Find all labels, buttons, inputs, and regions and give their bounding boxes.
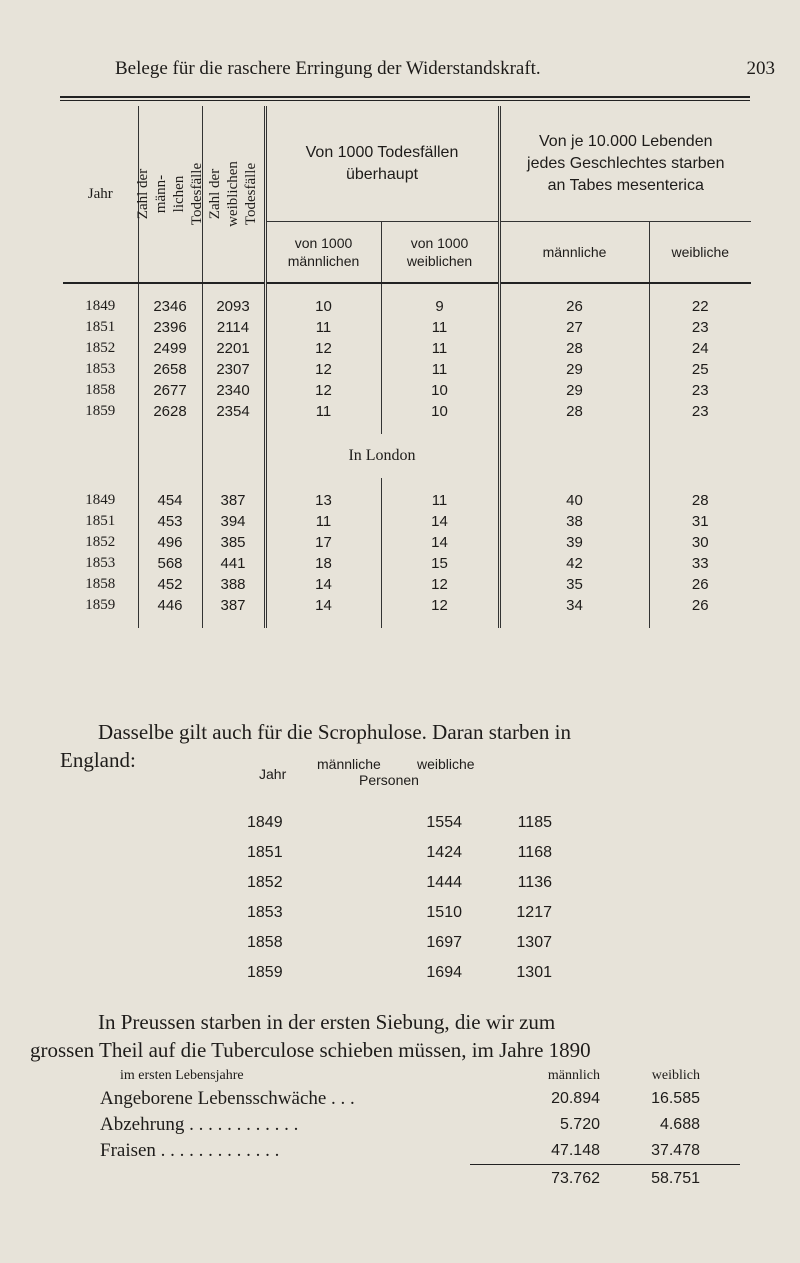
prussia-table [100, 1066, 740, 1193]
scrofula-female: 1136 [517, 874, 552, 891]
female-deaths-cell: 387 [202, 490, 265, 511]
per10000-male-cell: 35 [499, 574, 649, 595]
header-per10000-group: Von je 10.000 Lebenden jedes Geschlechtes starben an Tabes mesenterica [499, 106, 751, 222]
london-row [63, 553, 751, 574]
header-per1000-group: Von 1000 Todesfällen überhaupt [265, 106, 499, 222]
prussia-header-female: weiblich [651, 1068, 700, 1083]
header-male-deaths-label: Zahl der männ- lichen Todesfälle [135, 162, 205, 226]
scrofula-female: 1307 [516, 934, 552, 951]
city-row [63, 296, 751, 317]
male-deaths-cell: 2628 [138, 401, 202, 422]
header-per10000-male: männliche [499, 222, 649, 284]
london-label: In London [265, 434, 499, 478]
running-head [115, 58, 775, 80]
per10000-male-cell: 26 [499, 296, 649, 317]
male-deaths-cell: 2658 [138, 359, 202, 380]
per1000-male-cell: 12 [265, 380, 381, 401]
header-jahr: Jahr [63, 106, 138, 283]
per1000-male-cell: 18 [265, 553, 381, 574]
year-cell: 1859 [85, 597, 116, 613]
city-row [63, 317, 751, 338]
top-rule-thin [60, 100, 750, 101]
london-row [63, 574, 751, 595]
male-deaths-cell: 453 [138, 511, 202, 532]
mortality-table [63, 106, 751, 628]
male-deaths-cell: 452 [138, 574, 202, 595]
scrofula-year: 1849 [247, 814, 283, 831]
header-per1000-male: von 1000 männlichen [265, 222, 381, 284]
per1000-female-cell: 11 [381, 338, 499, 359]
paragraph-prussia [60, 1008, 760, 1036]
prussia-cause: Abzehrung . . . . . . . . . . . . [100, 1114, 299, 1135]
prussia-header-male: männlich [547, 1068, 600, 1083]
per1000-male-cell: 12 [265, 359, 381, 380]
scrofula-header-male: männliche [317, 756, 381, 772]
year-cell: 1858 [85, 382, 116, 398]
female-deaths-cell: 387 [202, 595, 265, 616]
prussia-header-label: im ersten Lebensjahre [120, 1068, 244, 1083]
scrofula-row [247, 928, 552, 958]
prussia-male: 47.148 [551, 1142, 600, 1159]
per1000-female-cell: 11 [381, 317, 499, 338]
per1000-female-cell: 15 [381, 553, 499, 574]
female-deaths-cell: 2201 [202, 338, 265, 359]
scrofula-male: 1694 [426, 964, 462, 981]
per1000-female-cell: 12 [381, 574, 499, 595]
scrofula-male: 1697 [426, 934, 462, 951]
scrofula-female: 1217 [516, 904, 552, 921]
per10000-female-cell: 23 [649, 317, 751, 338]
per1000-male-cell: 11 [265, 401, 381, 422]
city-row [63, 380, 751, 401]
year-cell: 1858 [85, 576, 116, 592]
paragraph-scrofula [60, 718, 760, 746]
per1000-male-cell: 17 [265, 532, 381, 553]
male-deaths-cell: 454 [138, 490, 202, 511]
per10000-male-cell: 42 [499, 553, 649, 574]
scrofula-year: 1851 [247, 844, 283, 861]
prussia-male: 5.720 [559, 1116, 600, 1133]
male-deaths-cell: 2499 [138, 338, 202, 359]
male-deaths-cell: 2677 [138, 380, 202, 401]
paragraph-prussia-line1: In Preussen starben in der ersten Siebung, die wir zum [98, 1010, 556, 1034]
per10000-female-cell: 22 [649, 296, 751, 317]
male-deaths-cell: 2346 [138, 296, 202, 317]
prussia-female: 37.478 [651, 1142, 700, 1159]
per10000-male-cell: 29 [499, 380, 649, 401]
scrofula-row [247, 838, 552, 868]
male-deaths-cell: 446 [138, 595, 202, 616]
prussia-total-female: 58.751 [651, 1170, 700, 1187]
scrofula-year: 1858 [247, 934, 283, 951]
per10000-male-cell: 38 [499, 511, 649, 532]
scrofula-male: 1424 [426, 844, 462, 861]
per1000-female-cell: 11 [381, 490, 499, 511]
year-cell: 1852 [85, 534, 116, 550]
paragraph-scrofula-line2: England: [60, 748, 136, 772]
prussia-cause: Angeborene Lebensschwäche . . . [100, 1088, 355, 1109]
year-cell: 1851 [85, 319, 116, 335]
per1000-female-cell: 10 [381, 380, 499, 401]
scrofula-table [247, 754, 552, 988]
scrofula-female: 1168 [517, 844, 552, 861]
per1000-male-cell: 13 [265, 490, 381, 511]
year-cell: 1853 [85, 361, 116, 377]
scrofula-header-jahr: Jahr [259, 766, 287, 782]
female-deaths-cell: 2114 [202, 317, 265, 338]
page-number: 203 [746, 58, 775, 79]
female-deaths-cell: 2093 [202, 296, 265, 317]
year-cell: 1849 [85, 492, 116, 508]
scrofula-male: 1444 [426, 874, 462, 891]
scrofula-male: 1510 [426, 904, 462, 921]
per10000-female-cell: 26 [649, 595, 751, 616]
per10000-male-cell: 29 [499, 359, 649, 380]
scrofula-row [247, 808, 552, 838]
per1000-female-cell: 11 [381, 359, 499, 380]
scrofula-row [247, 868, 552, 898]
per1000-male-cell: 10 [265, 296, 381, 317]
female-deaths-cell: 385 [202, 532, 265, 553]
city-row [63, 401, 751, 422]
female-deaths-cell: 394 [202, 511, 265, 532]
london-row [63, 595, 751, 616]
per1000-male-cell: 11 [265, 511, 381, 532]
female-deaths-cell: 2307 [202, 359, 265, 380]
year-cell: 1851 [85, 513, 116, 529]
header-female-deaths [202, 106, 265, 283]
per10000-female-cell: 30 [649, 532, 751, 553]
per1000-male-cell: 12 [265, 338, 381, 359]
header-per10000-female: weibliche [649, 222, 751, 284]
per10000-male-cell: 28 [499, 338, 649, 359]
per1000-female-cell: 10 [381, 401, 499, 422]
female-deaths-cell: 441 [202, 553, 265, 574]
london-row [63, 511, 751, 532]
year-cell: 1852 [85, 340, 116, 356]
header-male-deaths [135, 106, 205, 283]
header-female-deaths-label: Zahl der weiblichen Todesfälle [207, 161, 259, 227]
prussia-row [100, 1112, 740, 1138]
per10000-female-cell: 31 [649, 511, 751, 532]
scrofula-header-female: weibliche [417, 756, 475, 772]
per10000-male-cell: 39 [499, 532, 649, 553]
per10000-female-cell: 24 [649, 338, 751, 359]
scrofula-female: 1185 [517, 814, 552, 831]
per1000-male-cell: 14 [265, 574, 381, 595]
year-cell: 1849 [85, 298, 116, 314]
prussia-row [100, 1138, 740, 1164]
prussia-female: 4.688 [659, 1116, 700, 1133]
london-row [63, 490, 751, 511]
scrofula-female: 1301 [516, 964, 552, 981]
paragraph-prussia-line2: grossen Theil auf die Tuberculose schieben müssen, im Jahre 1890 [30, 1038, 591, 1062]
per1000-female-cell: 14 [381, 511, 499, 532]
per10000-male-cell: 28 [499, 401, 649, 422]
per10000-male-cell: 40 [499, 490, 649, 511]
male-deaths-cell: 2396 [138, 317, 202, 338]
paragraph-prussia-cont [30, 1036, 760, 1064]
year-cell: 1853 [85, 555, 116, 571]
scrofula-header-persons: Personen [359, 772, 419, 788]
per1000-male-cell: 11 [265, 317, 381, 338]
per10000-female-cell: 28 [649, 490, 751, 511]
female-deaths-cell: 388 [202, 574, 265, 595]
per10000-female-cell: 23 [649, 380, 751, 401]
scrofula-year: 1859 [247, 964, 283, 981]
per10000-female-cell: 25 [649, 359, 751, 380]
female-deaths-cell: 2340 [202, 380, 265, 401]
per10000-female-cell: 33 [649, 553, 751, 574]
prussia-row [100, 1086, 740, 1112]
year-cell: 1859 [85, 403, 116, 419]
top-rule [60, 96, 750, 98]
scrofula-year: 1853 [247, 904, 283, 921]
per10000-female-cell: 23 [649, 401, 751, 422]
per1000-female-cell: 14 [381, 532, 499, 553]
per10000-female-cell: 26 [649, 574, 751, 595]
page-heading: Belege für die raschere Erringung der Widerstandskraft. [115, 58, 541, 79]
london-row [63, 532, 751, 553]
scrofula-row [247, 898, 552, 928]
per1000-female-cell: 12 [381, 595, 499, 616]
city-row [63, 338, 751, 359]
female-deaths-cell: 2354 [202, 401, 265, 422]
male-deaths-cell: 568 [138, 553, 202, 574]
per10000-male-cell: 34 [499, 595, 649, 616]
scrofula-row [247, 958, 552, 988]
per1000-male-cell: 14 [265, 595, 381, 616]
per10000-male-cell: 27 [499, 317, 649, 338]
prussia-female: 16.585 [651, 1090, 700, 1107]
prussia-male: 20.894 [551, 1090, 600, 1107]
per1000-female-cell: 9 [381, 296, 499, 317]
prussia-total-male: 73.762 [551, 1170, 600, 1187]
male-deaths-cell: 496 [138, 532, 202, 553]
paragraph-scrofula-line1: Dasselbe gilt auch für die Scrophulose. Daran starben in [98, 720, 571, 744]
header-per1000-female: von 1000 weiblichen [381, 222, 499, 284]
scrofula-male: 1554 [426, 814, 462, 831]
city-row [63, 359, 751, 380]
scrofula-year: 1852 [247, 874, 283, 891]
prussia-cause: Fraisen . . . . . . . . . . . . . [100, 1140, 280, 1161]
